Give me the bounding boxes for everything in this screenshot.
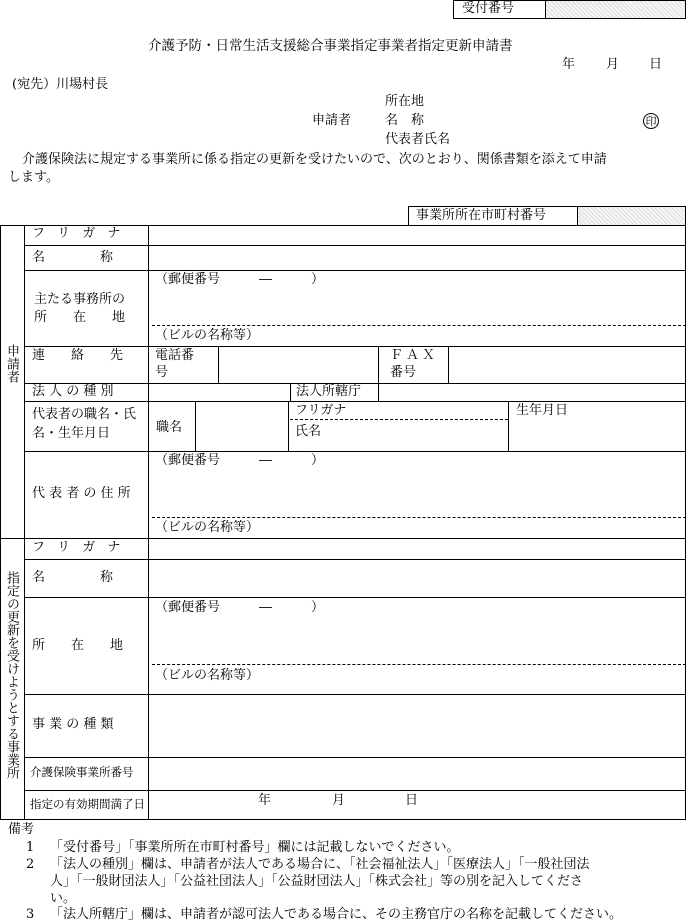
intro-text-line2: します。 bbox=[8, 170, 59, 185]
applicant-furigana-field[interactable] bbox=[150, 227, 684, 244]
rep-title-label-line1: 代表者の職名・氏 bbox=[32, 407, 137, 422]
facility-furigana-field[interactable] bbox=[150, 540, 684, 558]
contact-label: 連 絡 先 bbox=[32, 348, 124, 363]
birthdate-label: 生年月日 bbox=[516, 403, 569, 418]
addressee: (宛先）川場村長 bbox=[12, 77, 109, 92]
facility-furigana-label: フ リ ガ ナ bbox=[32, 540, 125, 555]
job-title-label: 職名 bbox=[156, 420, 183, 435]
note-2-text-line3: い。 bbox=[50, 891, 77, 906]
note-2-text-line1: 「法人の種別」欄は、申請者が法人である場合に、「社会福祉法人」「医療法人」「一般社団法 bbox=[50, 857, 590, 872]
corp-type-label: 法 人 の 種 別 bbox=[32, 384, 114, 399]
facility-name-label: 名 称 bbox=[32, 570, 118, 585]
facility-building-label: （ビルの名称等） bbox=[155, 668, 260, 683]
header-representative-label: 代表者氏名 bbox=[385, 132, 451, 147]
section-facility-label: 指定の更新を受けようとする事業所 bbox=[4, 571, 19, 779]
main-office-address-field[interactable] bbox=[150, 290, 684, 324]
main-office-postal-label: （郵便番号 ― ） bbox=[155, 272, 325, 287]
facility-location-label: 所 在 地 bbox=[32, 638, 124, 653]
facility-address-field[interactable] bbox=[150, 618, 684, 663]
main-office-building-label: （ビルの名称等） bbox=[155, 328, 260, 343]
municipality-number-label: 事業所所在市町村番号 bbox=[416, 208, 547, 223]
phone-field[interactable] bbox=[220, 348, 377, 382]
facility-name-field[interactable] bbox=[150, 561, 684, 596]
rep-address-field[interactable] bbox=[150, 472, 684, 516]
expiry-label: 指定の有効期間満了日 bbox=[30, 797, 145, 811]
insurer-number-label: 介護保険事業所番号 bbox=[30, 765, 134, 779]
rep-title-label-line2: 名・生年月日 bbox=[32, 426, 111, 441]
fax-label-line2: 番号 bbox=[390, 365, 417, 380]
rep-name-field[interactable] bbox=[340, 403, 506, 449]
header-name-label: 名 称 bbox=[385, 113, 425, 128]
municipality-number-field[interactable] bbox=[577, 206, 686, 226]
header-location-label: 所在地 bbox=[385, 94, 425, 109]
note-2-number: 2 bbox=[26, 857, 35, 872]
section-applicant-label: 申請者 bbox=[4, 344, 19, 383]
notes-title: 備考 bbox=[8, 822, 35, 837]
page-title: 介護予防・日常生活支援総合事業指定事業者指定更新申請書 bbox=[148, 38, 513, 54]
corp-authority-label: 法人所轄庁 bbox=[296, 384, 362, 399]
expiry-year: 年 bbox=[258, 793, 272, 808]
applicant-name-field[interactable] bbox=[150, 247, 684, 269]
business-type-field[interactable] bbox=[150, 696, 684, 756]
job-title-field[interactable] bbox=[197, 403, 286, 449]
seal-icon: 印 bbox=[643, 113, 659, 129]
applicant-furigana-label: フ リ ガ ナ bbox=[32, 226, 125, 241]
date-day: 日 bbox=[649, 57, 663, 72]
fax-field[interactable] bbox=[450, 348, 684, 382]
rep-furigana-label: フリガナ bbox=[295, 403, 347, 418]
receipt-number-label: 受付番号 bbox=[462, 1, 515, 16]
facility-postal-label: （郵便番号 ― ） bbox=[155, 600, 325, 615]
header-applicant-label: 申請者 bbox=[312, 113, 352, 128]
receipt-number-field[interactable] bbox=[545, 0, 686, 19]
rep-address-label: 代 表 者 の 住 所 bbox=[32, 486, 131, 501]
note-1-text: 「受付番号」「事業所所在市町村番号」欄には記載しないでください。 bbox=[50, 840, 460, 855]
note-3-text: 「法人所轄庁」欄は、申請者が認可法人である場合に、その主務官庁の名称を記載してください。 bbox=[50, 907, 623, 922]
date-month: 月 bbox=[606, 57, 620, 72]
date-year: 年 bbox=[562, 57, 576, 72]
insurer-number-field[interactable] bbox=[150, 759, 684, 789]
corp-type-field[interactable] bbox=[150, 385, 288, 400]
corp-authority-field[interactable] bbox=[380, 385, 684, 400]
applicant-name-label: 名 称 bbox=[32, 250, 118, 265]
birthdate-field[interactable] bbox=[510, 420, 684, 450]
rep-address-postal-label: （郵便番号 ― ） bbox=[155, 453, 325, 468]
expiry-day: 日 bbox=[405, 793, 419, 808]
fax-label-line1: ＦＡＸ bbox=[390, 348, 439, 363]
note-2-text-line2: 人」「一般財団法人」「公益社団法人」「公益財団法人」「株式会社」等の別を記入してくださ bbox=[50, 874, 584, 889]
rep-address-building-label: （ビルの名称等） bbox=[155, 520, 260, 535]
business-type-label: 事 業 の 種 類 bbox=[32, 717, 114, 732]
note-1-number: 1 bbox=[26, 840, 35, 855]
expiry-month: 月 bbox=[332, 793, 346, 808]
phone-label-line1: 電話番 bbox=[155, 348, 195, 363]
main-office-label-line1: 主たる事務所の bbox=[34, 292, 126, 307]
main-office-label-line2: 所 在 地 bbox=[34, 310, 126, 325]
phone-label-line2: 号 bbox=[155, 365, 169, 380]
note-3-number: 3 bbox=[26, 907, 35, 922]
rep-name-label: 氏名 bbox=[295, 424, 322, 439]
expiry-date-field[interactable] bbox=[150, 792, 684, 818]
intro-text-line1: 介護保険法に規定する事業所に係る指定の更新を受けたいので、次のとおり、関係書類を添えて申請 bbox=[22, 152, 607, 167]
